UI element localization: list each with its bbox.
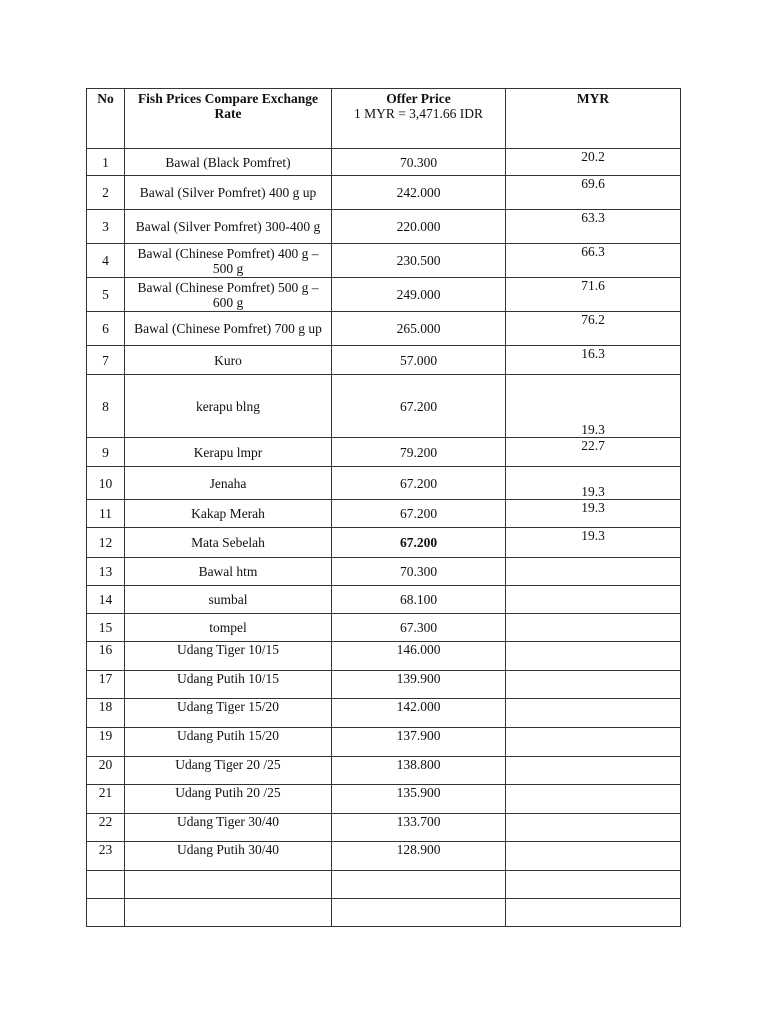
fish-name: sumbal [125, 586, 332, 614]
table-row [87, 500, 681, 528]
row-number: 18 [87, 699, 125, 728]
myr-value: 19.3 [506, 375, 681, 438]
myr-value [506, 699, 681, 728]
fish-name: Udang Tiger 20 /25 [125, 757, 332, 785]
row-number: 1 [87, 149, 125, 176]
header-exchange-rate: 1 MYR = 3,471.66 IDR [353, 106, 484, 121]
table-row [87, 842, 681, 871]
offer-price: 67.200 [332, 528, 506, 558]
offer-price: 142.000 [332, 699, 506, 728]
header-offer-price [332, 89, 506, 149]
fish-name: Kerapu lmpr [125, 438, 332, 467]
myr-value: 19.3 [506, 500, 681, 528]
fish-name: Mata Sebelah [125, 528, 332, 558]
offer-price: 67.300 [332, 614, 506, 642]
row-number: 20 [87, 757, 125, 785]
empty-cell [506, 871, 681, 899]
row-number: 23 [87, 842, 125, 871]
row-number: 11 [87, 500, 125, 528]
offer-price: 128.900 [332, 842, 506, 871]
table-row [87, 699, 681, 728]
offer-price: 57.000 [332, 346, 506, 375]
fish-name: tompel [125, 614, 332, 642]
row-number: 16 [87, 642, 125, 671]
offer-price: 67.200 [332, 375, 506, 438]
table-row [87, 757, 681, 785]
row-number: 22 [87, 814, 125, 842]
row-number: 19 [87, 728, 125, 757]
myr-value [506, 814, 681, 842]
header-no: No [87, 89, 125, 149]
offer-price: 70.300 [332, 558, 506, 586]
myr-value [506, 586, 681, 614]
fish-name: Udang Putih 20 /25 [125, 785, 332, 814]
table-row [87, 244, 681, 278]
offer-price: 265.000 [332, 312, 506, 346]
empty-cell [125, 871, 332, 899]
myr-value [506, 642, 681, 671]
row-number: 15 [87, 614, 125, 642]
offer-price: 137.900 [332, 728, 506, 757]
myr-value [506, 785, 681, 814]
myr-value: 22.7 [506, 438, 681, 467]
fish-name: Bawal (Chinese Pomfret) 700 g up [125, 312, 332, 346]
empty-cell [87, 899, 125, 927]
table-header-row [87, 89, 681, 149]
row-number: 2 [87, 176, 125, 210]
table-row [87, 614, 681, 642]
empty-cell [125, 899, 332, 927]
row-number: 21 [87, 785, 125, 814]
offer-price: 220.000 [332, 210, 506, 244]
offer-price: 249.000 [332, 278, 506, 312]
header-myr: MYR [506, 89, 681, 149]
row-number: 14 [87, 586, 125, 614]
row-number: 13 [87, 558, 125, 586]
empty-cell [506, 899, 681, 927]
table-row [87, 728, 681, 757]
row-number: 10 [87, 467, 125, 500]
row-number: 8 [87, 375, 125, 438]
offer-price: 133.700 [332, 814, 506, 842]
row-number: 17 [87, 671, 125, 699]
offer-price: 67.200 [332, 467, 506, 500]
row-number: 4 [87, 244, 125, 278]
myr-value: 66.3 [506, 244, 681, 278]
table-row [87, 346, 681, 375]
table-row [87, 671, 681, 699]
table-row [87, 375, 681, 438]
myr-value [506, 614, 681, 642]
offer-price: 68.100 [332, 586, 506, 614]
myr-value: 71.6 [506, 278, 681, 312]
fish-name: Bawal (Black Pomfret) [125, 149, 332, 176]
fish-name: Udang Putih 30/40 [125, 842, 332, 871]
fish-name: Udang Tiger 30/40 [125, 814, 332, 842]
fish-name: Kakap Merah [125, 500, 332, 528]
fish-name: Udang Tiger 10/15 [125, 642, 332, 671]
offer-price: 67.200 [332, 500, 506, 528]
myr-value: 76.2 [506, 312, 681, 346]
table-row [87, 642, 681, 671]
table-row [87, 176, 681, 210]
row-number: 5 [87, 278, 125, 312]
myr-value: 63.3 [506, 210, 681, 244]
table-row [87, 438, 681, 467]
empty-cell [87, 871, 125, 899]
table-row [87, 586, 681, 614]
myr-value [506, 728, 681, 757]
table-row [87, 467, 681, 500]
offer-price: 138.800 [332, 757, 506, 785]
table-row [87, 312, 681, 346]
row-number: 7 [87, 346, 125, 375]
fish-name: Bawal (Silver Pomfret) 400 g up [125, 176, 332, 210]
offer-price: 146.000 [332, 642, 506, 671]
myr-value [506, 842, 681, 871]
fish-name: Kuro [125, 346, 332, 375]
offer-price: 139.900 [332, 671, 506, 699]
offer-price: 70.300 [332, 149, 506, 176]
fish-name: Jenaha [125, 467, 332, 500]
offer-price: 242.000 [332, 176, 506, 210]
fish-name: Udang Putih 15/20 [125, 728, 332, 757]
myr-value: 19.3 [506, 467, 681, 500]
fish-name: Bawal (Chinese Pomfret) 500 g – 600 g [125, 278, 332, 312]
table-row [87, 558, 681, 586]
empty-table-row [87, 899, 681, 927]
fish-name: Bawal htm [125, 558, 332, 586]
fish-name: Udang Putih 10/15 [125, 671, 332, 699]
myr-value: 20.2 [506, 149, 681, 176]
table-row [87, 149, 681, 176]
row-number: 12 [87, 528, 125, 558]
offer-price: 230.500 [332, 244, 506, 278]
myr-value [506, 558, 681, 586]
myr-value: 16.3 [506, 346, 681, 375]
myr-value: 69.6 [506, 176, 681, 210]
table-row [87, 528, 681, 558]
row-number: 6 [87, 312, 125, 346]
table-row [87, 210, 681, 244]
table-row [87, 785, 681, 814]
fish-price-table [86, 88, 681, 927]
header-offer-label: Offer Price [386, 91, 451, 106]
row-number: 9 [87, 438, 125, 467]
table-row [87, 814, 681, 842]
table-row [87, 278, 681, 312]
fish-name: Udang Tiger 15/20 [125, 699, 332, 728]
header-fish: Fish Prices Compare Exchange Rate [125, 89, 332, 149]
empty-cell [332, 899, 506, 927]
fish-name: Bawal (Chinese Pomfret) 400 g – 500 g [125, 244, 332, 278]
offer-price: 79.200 [332, 438, 506, 467]
fish-name: Bawal (Silver Pomfret) 300-400 g [125, 210, 332, 244]
empty-cell [332, 871, 506, 899]
fish-name: kerapu blng [125, 375, 332, 438]
empty-table-row [87, 871, 681, 899]
myr-value: 19.3 [506, 528, 681, 558]
row-number: 3 [87, 210, 125, 244]
myr-value [506, 671, 681, 699]
myr-value [506, 757, 681, 785]
offer-price: 135.900 [332, 785, 506, 814]
